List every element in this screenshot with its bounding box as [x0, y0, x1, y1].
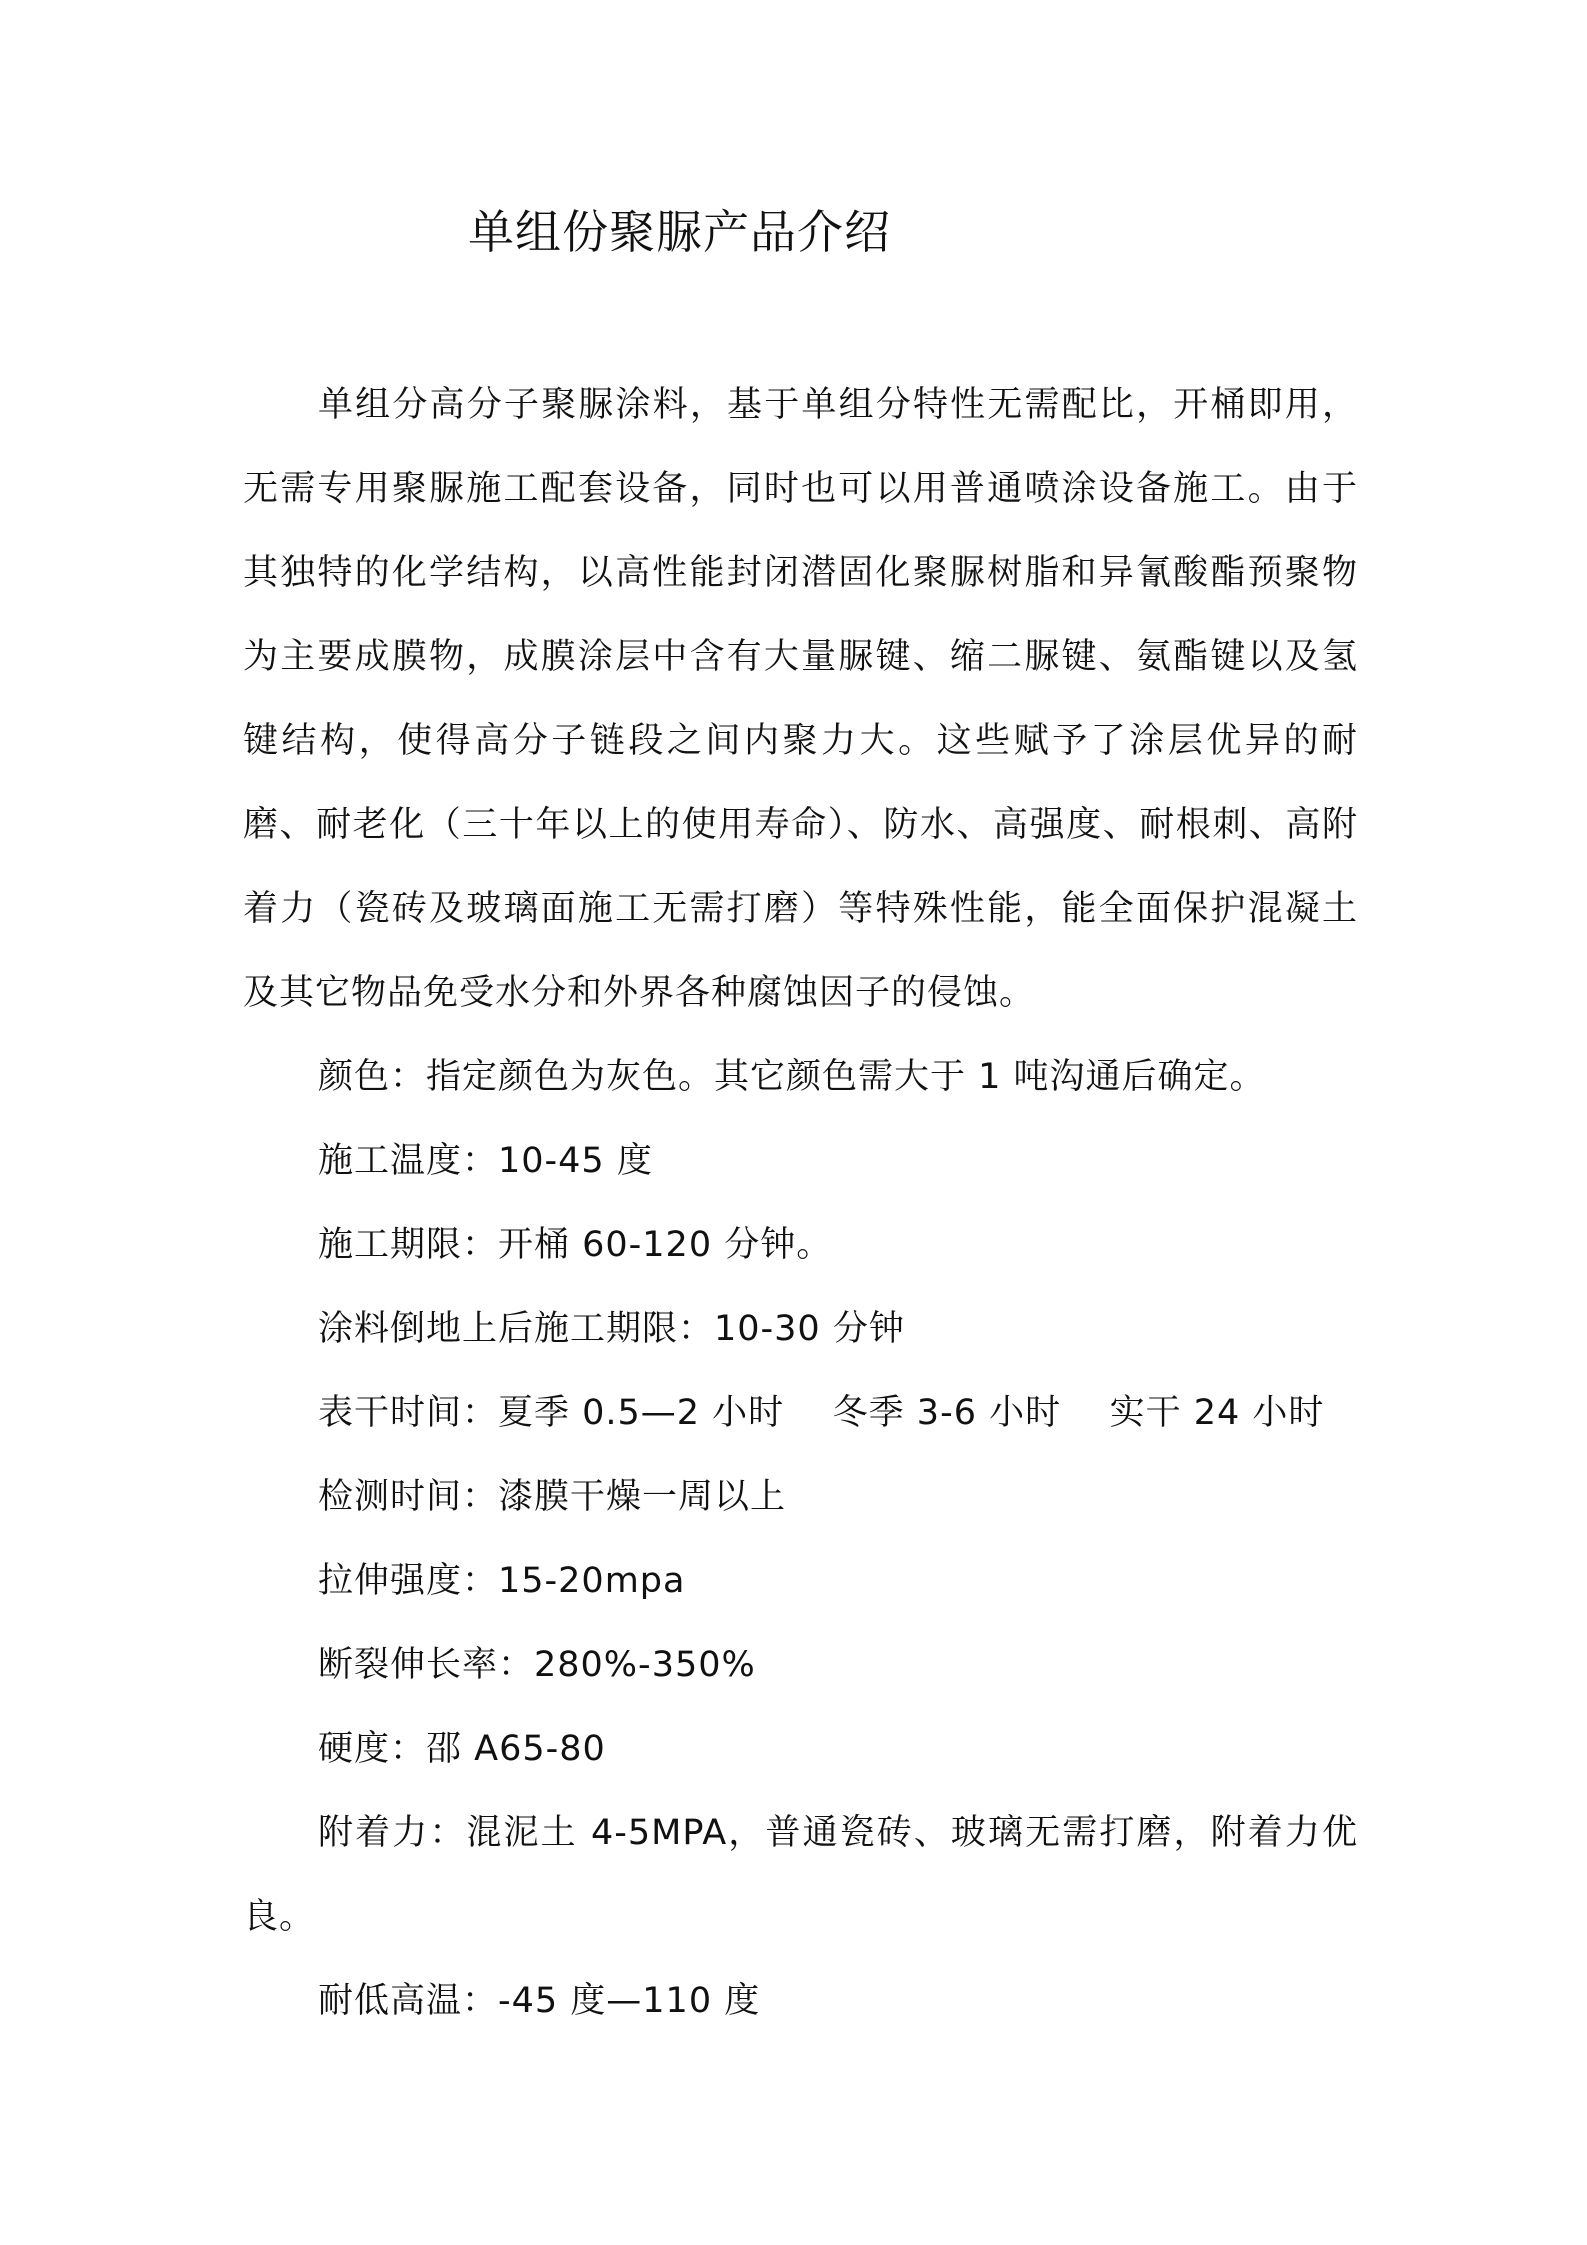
spec-hardness: 硬度：邵 A65-80 — [318, 1729, 606, 1769]
intro-paragraph: 单组分高分子聚脲涂料，基于单组分特性无需配比，开桶即用，无需专用聚脲施工配套设备，同时也可以用普通喷涂设备施工。由于其独特的化学结构，以高性能封闭潜固化聚脲树脂和异氰酸酯预聚物为主要成膜物，成膜涂层中含有大量脲键、缩二脲键、氨酯键以及氢键结构，使得高分子链段之间内聚力大。这些赋予了涂层优异的耐磨、耐老化（三十年以上的使用寿命）、防水、高强度、耐根刺、高附着力（瓷砖及玻璃面施工无需打磨）等特殊性能，能全面保护混凝土及其它物品免受水分和外界各种腐蚀因子的侵蚀。 — [243, 385, 1358, 1013]
spec-surface-dry: 表干时间：夏季 0.5—2 小时 冬季 3-6 小时 实干 24 小时 — [318, 1393, 1325, 1433]
spec-temp-range: 耐低高温：-45 度—110 度 — [318, 1981, 761, 2021]
spec-color: 颜色：指定颜色为灰色。其它颜色需大于 1 吨沟通后确定。 — [318, 1057, 1266, 1097]
spec-temperature: 施工温度：10-45 度 — [318, 1141, 653, 1181]
spec-floor-time: 涂料倒地上后施工期限：10-30 分钟 — [318, 1309, 905, 1349]
spec-test-time: 检测时间：漆膜干燥一周以上 — [318, 1477, 787, 1517]
spec-adhesion: 附着力：混泥土 4-5MPA，普通瓷砖、玻璃无需打磨，附着力优良。 — [243, 1813, 1358, 1937]
document-title: 单组份聚脲产品介绍 — [468, 205, 891, 259]
spec-tensile: 拉伸强度：15-20mpa — [318, 1561, 686, 1601]
spec-pot-life: 施工期限：开桶 60-120 分钟。 — [318, 1225, 833, 1265]
spec-elongation: 断裂伸长率：280%-350% — [318, 1645, 756, 1685]
document-body — [243, 363, 1358, 2043]
